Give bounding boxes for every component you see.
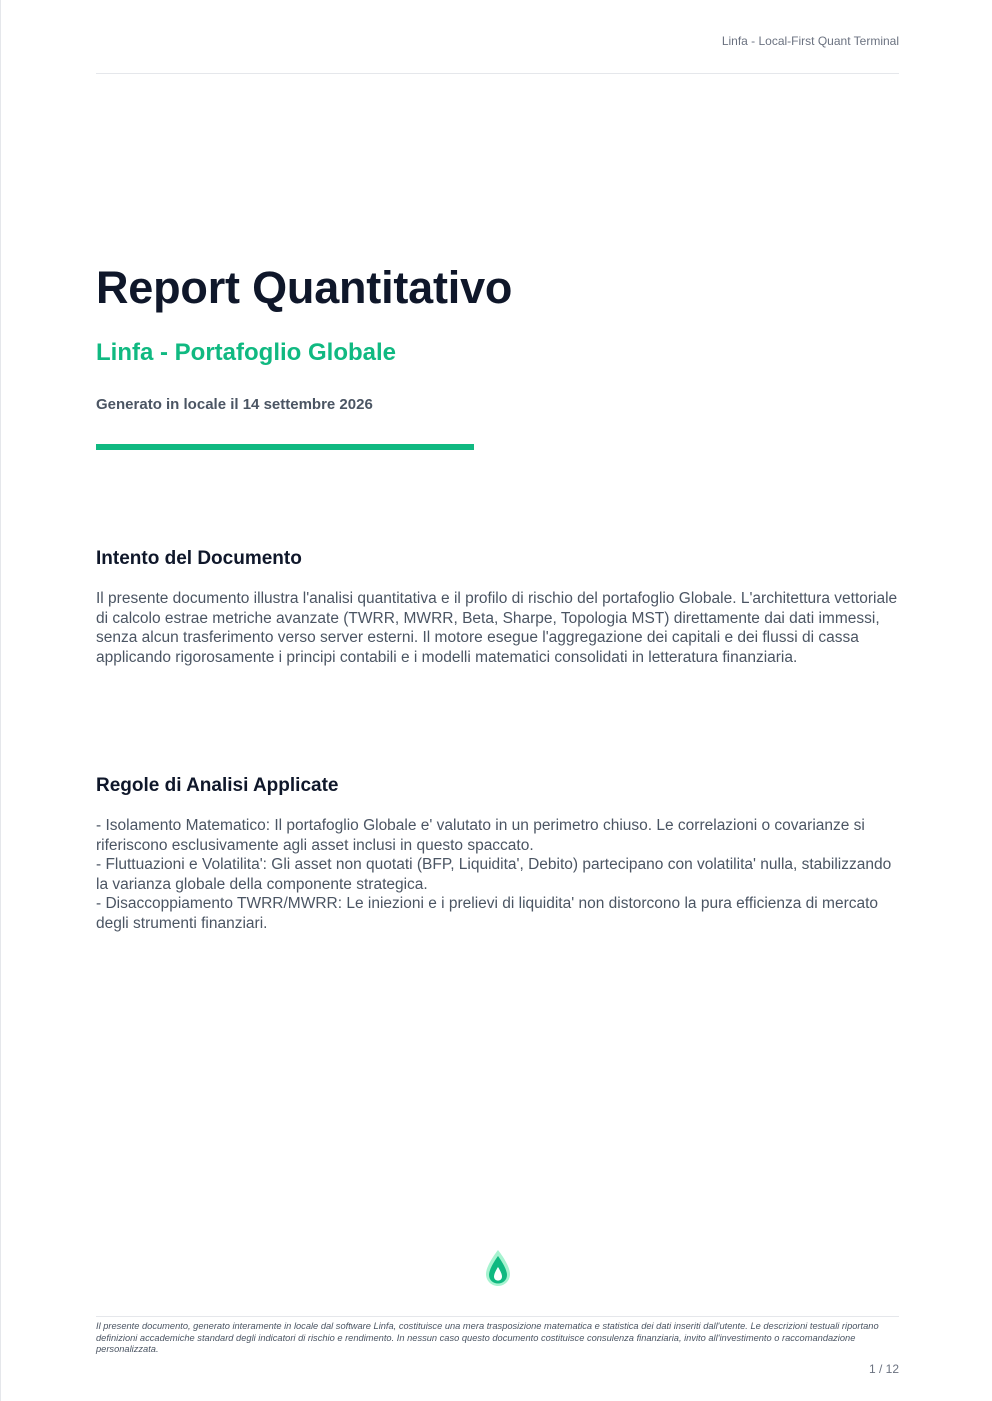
rule-item: - Fluttuazioni e Volatilita': Gli asset non quotati (BFP, Liquidita', Debito) partecipano con volatilita' nulla, stabilizzando la varianza globale della componente strategica. bbox=[96, 856, 892, 893]
report-title: Report Quantitativo bbox=[96, 262, 513, 313]
accent-bar bbox=[96, 444, 474, 450]
page-number: 1 / 12 bbox=[868, 1362, 899, 1376]
rules-heading: Regole di Analisi Applicate bbox=[96, 775, 339, 796]
leaf-drop-logo-icon bbox=[483, 1248, 513, 1288]
intent-body: Il presente documento illustra l'analisi quantitativa e il profilo di rischio del portafoglio Globale. L'architettura vettoriale di calcolo estrae metriche avanzate (TWRR, MWRR, Beta, Sharpe, Topologia MST) direttamente dai dati immessi, senza alcun trasferimento verso server esterni. Il motore esegue l'aggregazione dei capitali e dei flussi di cassa applicando rigorosamente i principi contabili e i modelli matematici consolidati in letteratura finanziaria. bbox=[96, 590, 898, 666]
running-header: Linfa - Local-First Quant Terminal bbox=[721, 34, 899, 48]
footer-divider bbox=[96, 1316, 899, 1317]
intent-heading: Intento del Documento bbox=[96, 548, 302, 569]
generation-date: Generato in locale il 14 settembre 2026 bbox=[96, 396, 373, 413]
rules-list bbox=[96, 816, 904, 933]
rule-item: - Isolamento Matematico: Il portafoglio Globale e' valutato in un perimetro chiuso. Le correlazioni o covarianze si riferiscono esclusivamente agli asset inclusi in questo spaccato. bbox=[96, 817, 865, 854]
header-divider bbox=[96, 73, 899, 74]
rule-item: - Disaccoppiamento TWRR/MWRR: Le iniezioni e i prelievi di liquidita' non distorcono la pura efficienza di mercato degli strumenti finanziari. bbox=[96, 895, 879, 932]
portfolio-subtitle: Linfa - Portafoglio Globale bbox=[96, 339, 396, 366]
legal-disclaimer: Il presente documento, generato interamente in locale dal software Linfa, costituisce una mera trasposizione matematica e statistica dei dati inseriti dall'utente. Le descrizioni testuali riportano definizioni accademiche standard degli indicatori di rischio e rendimento. In nessun caso questo documento costituisce consulenza finanziaria, invito all'investimento o raccomandazione personalizzata. bbox=[96, 1321, 879, 1354]
